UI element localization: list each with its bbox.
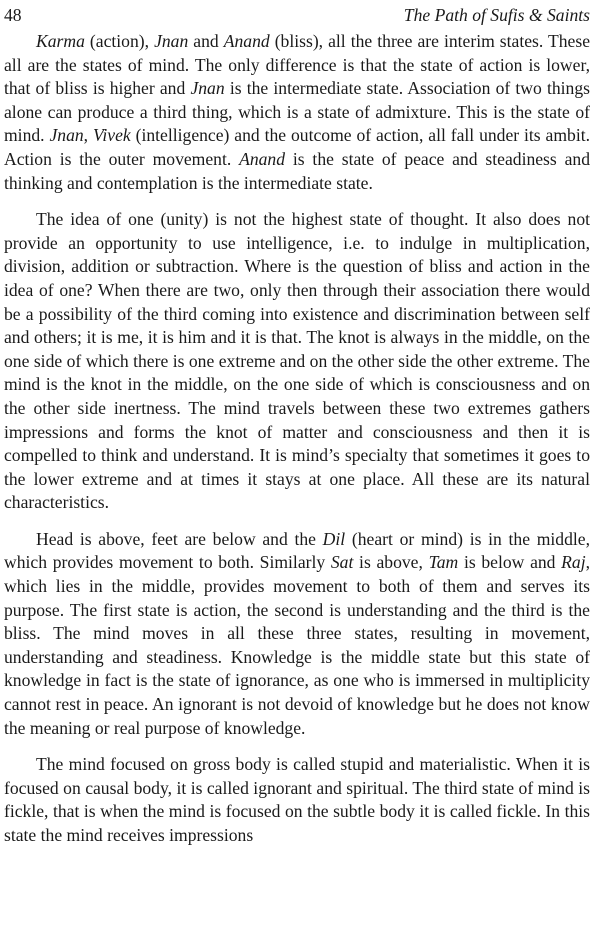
text-run: (heart or mind) is in the middle, which provides movement to both. Similarly bbox=[4, 528, 590, 573]
paragraph-head-and-feet bbox=[4, 528, 590, 740]
text-run: The idea of one (unity) is not the highest state of thought. It also does not provide an opportunity to use intelligence, i.e. to indulge in multiplication, division, addition or subtraction. Where is the question of bliss and action in the idea of one? When there are two, only then through their association there would be a possibility of the third coming into existence and discrimination between self and others; it is me, it is him and it is that. The knot is always in the middle, on the one side of which there is one extreme and on the other side the other extreme. The mind is the knot in the middle, on the one side of which is consciousness and on the other side inertness. The mind travels between these two extremes gathers impressions and forms the knot of matter and consciousness and then it is compelled to think and understand. It is mind’s specialty that sometimes it goes to the lower extreme and at times it stays at one place. All these are its natural characteristics. bbox=[4, 209, 590, 513]
text-run: is above, bbox=[353, 552, 429, 573]
paragraph-idea-of-one bbox=[4, 208, 590, 515]
text-run: , bbox=[83, 125, 93, 146]
italic-term: Jnan bbox=[154, 31, 189, 51]
running-head bbox=[4, 2, 590, 28]
text-run: Head is above, feet are below and the bbox=[36, 528, 323, 549]
text-run: (action), bbox=[84, 31, 155, 51]
italic-term: Anand bbox=[223, 31, 270, 51]
text-run: is the state of peace and steadiness and thinking and contemplation is the intermediate state. bbox=[4, 148, 590, 193]
text-run: (bliss), all the three are interim states. These all are the states of mind. The only difference is that the state of action is lower, that of bliss is higher and bbox=[4, 31, 591, 99]
running-title: The Path of Sufis & Saints bbox=[403, 5, 590, 25]
italic-term: Jnan bbox=[49, 125, 84, 146]
text-run: , which lies in the middle, provides movement to both of them and serves its purpose. The first state is action, the second is understanding and the third is the bliss. The mind moves in all these three states, resulting in movement, understanding and steadiness. Knowledge is the middle state but this state of knowledge in fact is the state of ignorance, as one who is immersed in multiplicity cannot rest in peace. An ignorant is not devoid of knowledge but he does not know the meaning or real purpose of knowledge. bbox=[4, 552, 591, 738]
italic-term: Raj bbox=[561, 552, 586, 573]
text-run: is the intermediate state. Association of two things alone can produce a third thing, which is a state of admixture. This is the state of mind. bbox=[4, 78, 590, 146]
italic-term: Vivek bbox=[92, 125, 131, 146]
text-run: and bbox=[188, 31, 224, 51]
page-number: 48 bbox=[4, 5, 22, 25]
italic-term: Anand bbox=[239, 148, 286, 169]
text-run: is below and bbox=[458, 552, 562, 573]
paragraph-karma-jnan-anand bbox=[4, 30, 590, 195]
text-run: (intelligence) and the outcome of action, all fall under its ambit. Action is the outer movement. bbox=[4, 125, 591, 169]
italic-term: Karma bbox=[36, 31, 85, 51]
italic-term: Jnan bbox=[190, 78, 225, 99]
body-text bbox=[4, 30, 590, 848]
italic-term: Tam bbox=[428, 552, 459, 573]
text-run: The mind focused on gross body is called stupid and materialistic. When it is focused on causal body, it is called ignorant and spiritual. The third state of mind is fickle, that is when the mind is focused on the subtle body it is called fickle. In this state the mind receives impressions bbox=[4, 754, 590, 845]
italic-term: Sat bbox=[330, 552, 354, 573]
italic-term: Dil bbox=[322, 528, 346, 549]
paragraph-mind-focused bbox=[4, 753, 590, 847]
